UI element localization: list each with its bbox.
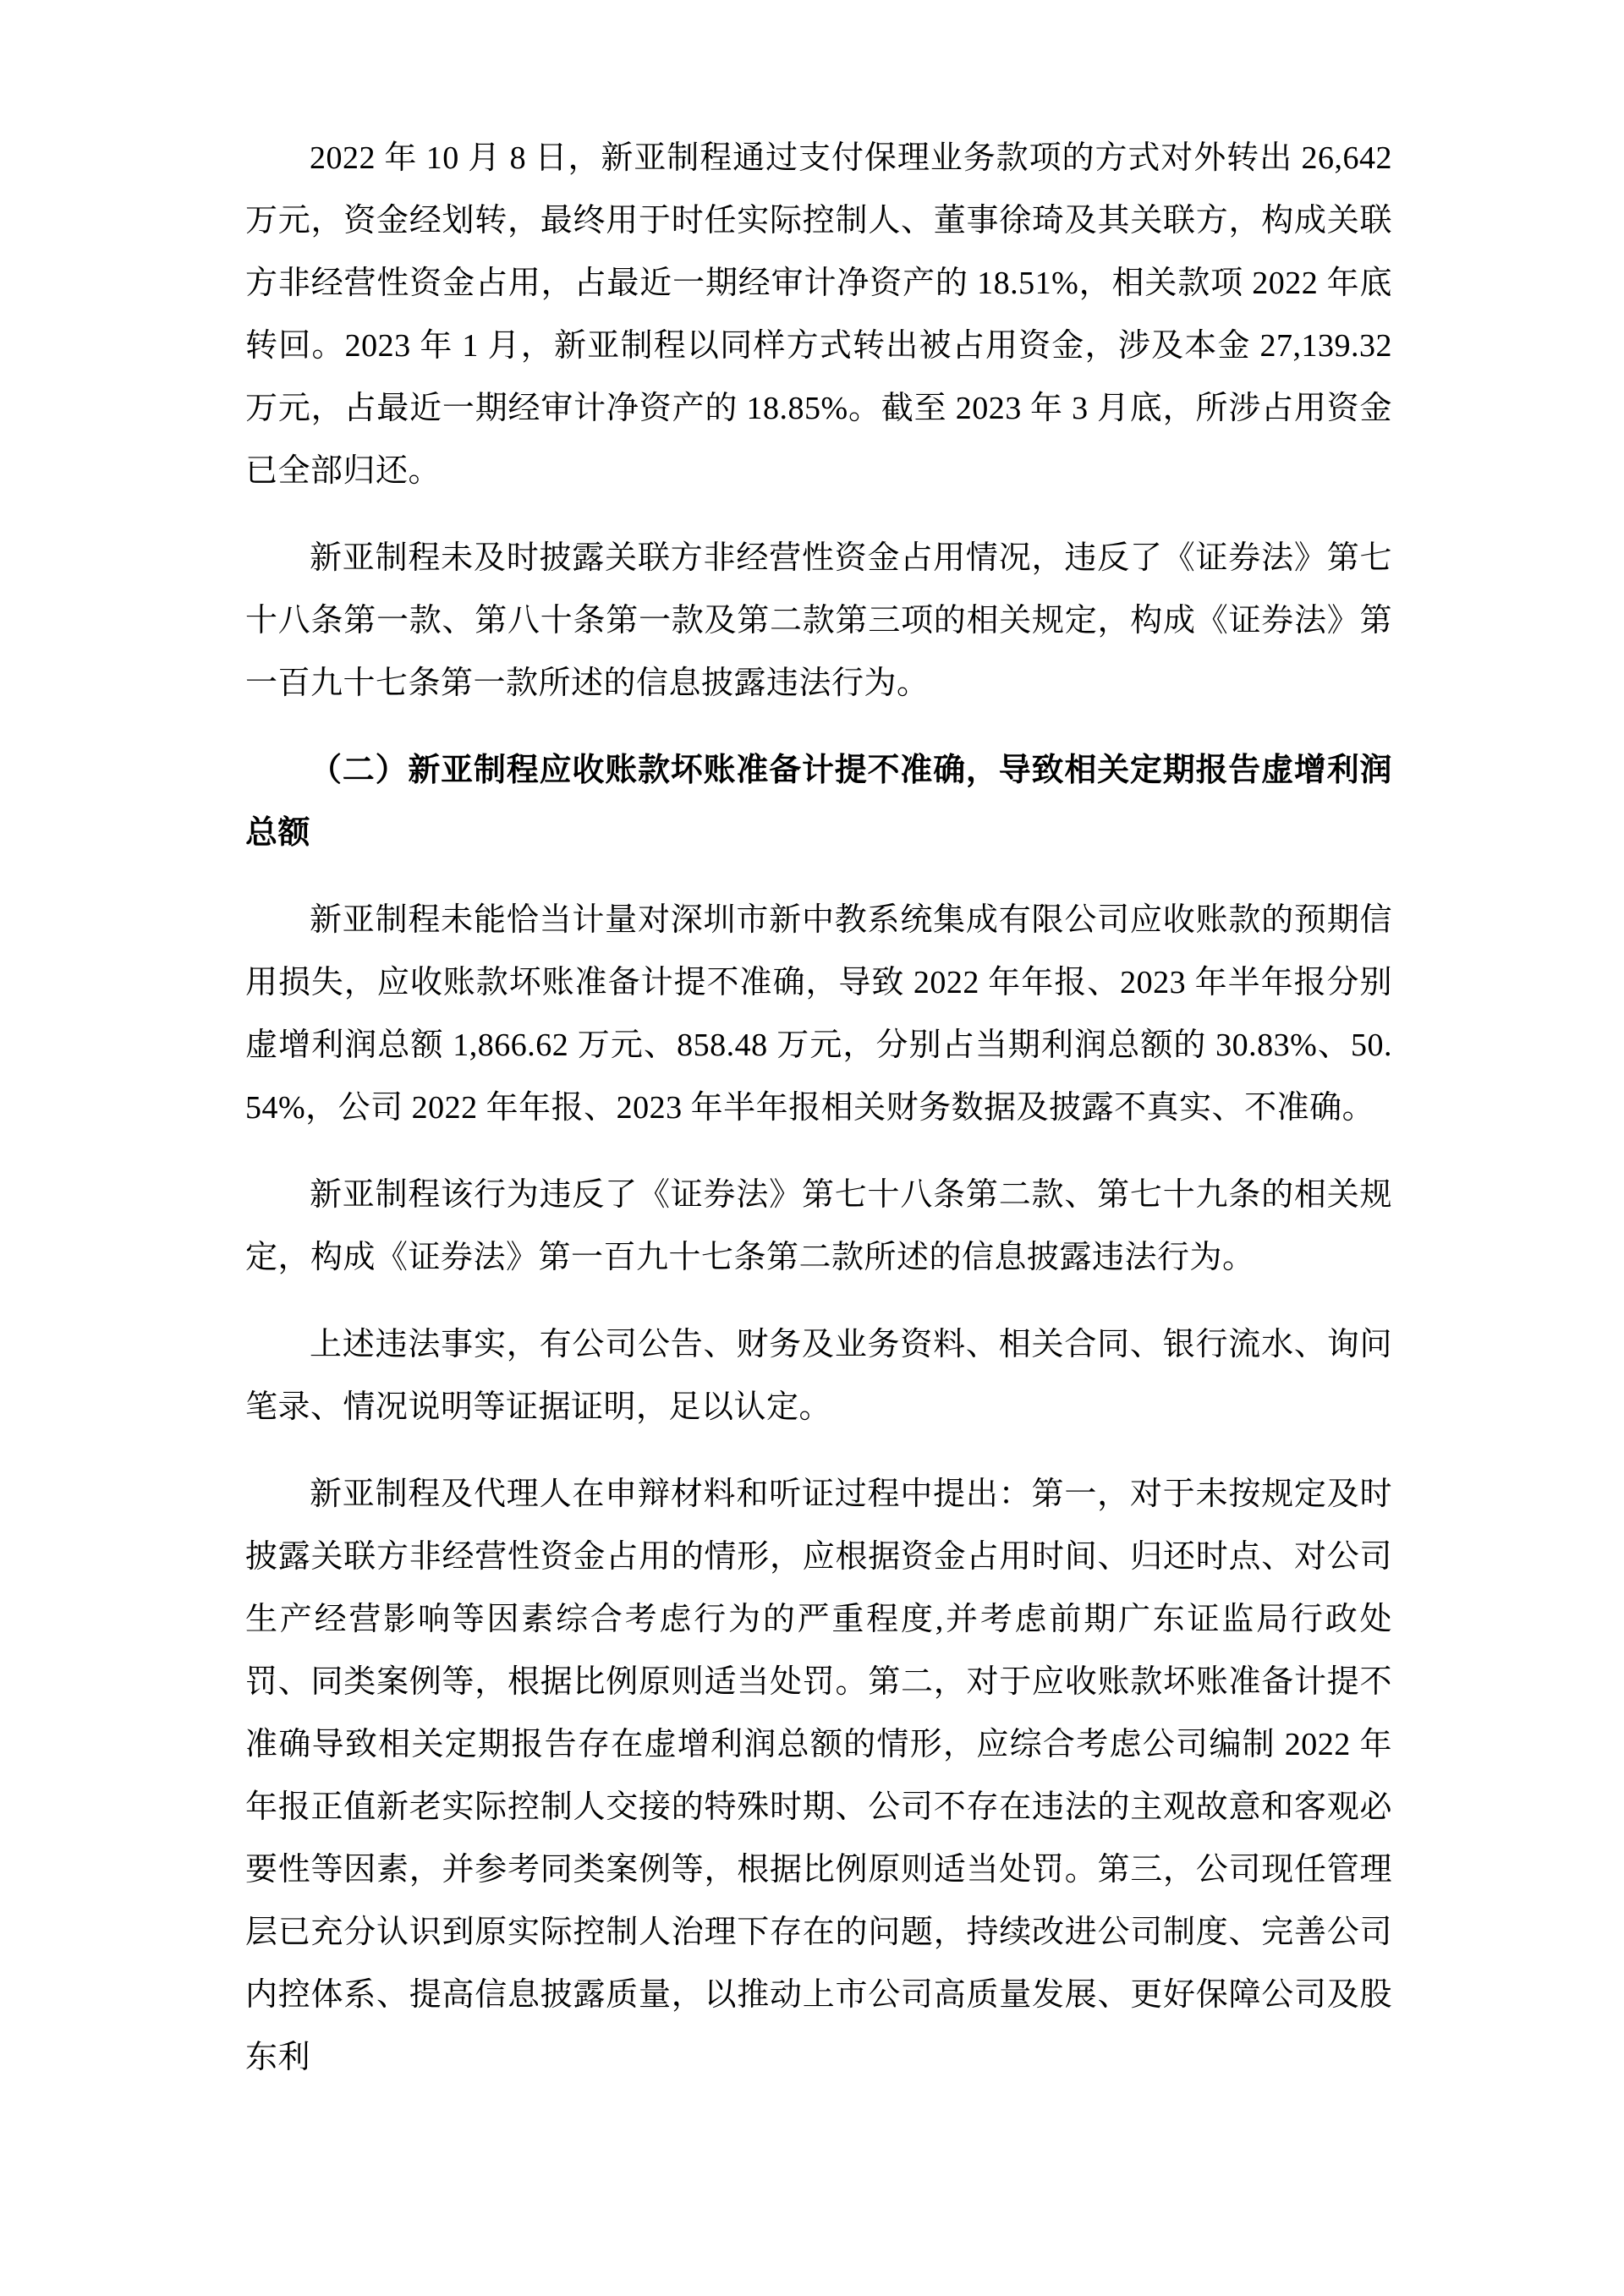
paragraph-violation-article-79: 新亚制程该行为违反了《证券法》第七十八条第二款、第七十九条的相关规定，构成《证券法》第一百九十七条第二款所述的信息披露违法行为。 <box>245 1177 1392 1275</box>
paragraph-bad-debt-inflated-profit: 新亚制程未能恰当计量对深圳市新中教系统集成有限公司应收账款的预期信用损失，应收账款坏账准备计提不准确，导致 2022 年年报、2023 年半年报分别虚增利润总额 1,866.62 万元、858.48 万元，分别占当期利润总额的 30.83%、50.54%，公司 2022 年年报、2023 年半年报相关财务数据及披露不真实、不准确。 <box>245 902 1392 1126</box>
section-heading-bad-debt-provision: （二）新亚制程应收账款坏账准备计提不准确，导致相关定期报告虚增利润总额 <box>245 753 1392 851</box>
paragraph-disclosure-violation-article-80: 新亚制程未及时披露关联方非经营性资金占用情况，违反了《证券法》第七十八条第一款、第八十条第一款及第二款第三项的相关规定，构成《证券法》第一百九十七条第一款所述的信息披露违法行为。 <box>245 540 1392 701</box>
paragraph-related-party-funds-occupation: 2022 年 10 月 8 日，新亚制程通过支付保理业务款项的方式对外转出 26,642 万元，资金经划转，最终用于时任实际控制人、董事徐琦及其关联方，构成关联方非经营性资金占用，占最近一期经审计净资产的 18.51%，相关款项 2022 年底转回。2023 年 1 月，新亚制程以同样方式转出被占用资金，涉及本金 27,139.32 万元，占最近一期经审计净资产的 18.85%。截至 2023 年 3 月底，所涉占用资金已全部归还。 <box>245 140 1392 489</box>
paragraph-evidence-statement: 上述违法事实，有公司公告、财务及业务资料、相关合同、银行流水、询问笔录、情况说明等证据证明，足以认定。 <box>245 1327 1392 1425</box>
document-body <box>245 127 1392 2113</box>
paragraph-defense-arguments: 新亚制程及代理人在申辩材料和听证过程中提出：第一，对于未按规定及时披露关联方非经营性资金占用的情形，应根据资金占用时间、归还时点、对公司生产经营影响等因素综合考虑行为的严重程度,并考虑前期广东证监局行政处罚、同类案例等，根据比例原则适当处罚。第二，对于应收账款坏账准备计提不准确导致相关定期报告存在虚增利润总额的情形，应综合考虑公司编制 2022 年年报正值新老实际控制人交接的特殊时期、公司不存在违法的主观故意和客观必要性等因素，并参考同类案例等，根据比例原则适当处罚。第三，公司现任管理层已充分认识到原实际控制人治理下存在的问题，持续改进公司制度、完善公司内控体系、提高信息披露质量，以推动上市公司高质量发展、更好保障公司及股东利 <box>245 1477 1392 2075</box>
